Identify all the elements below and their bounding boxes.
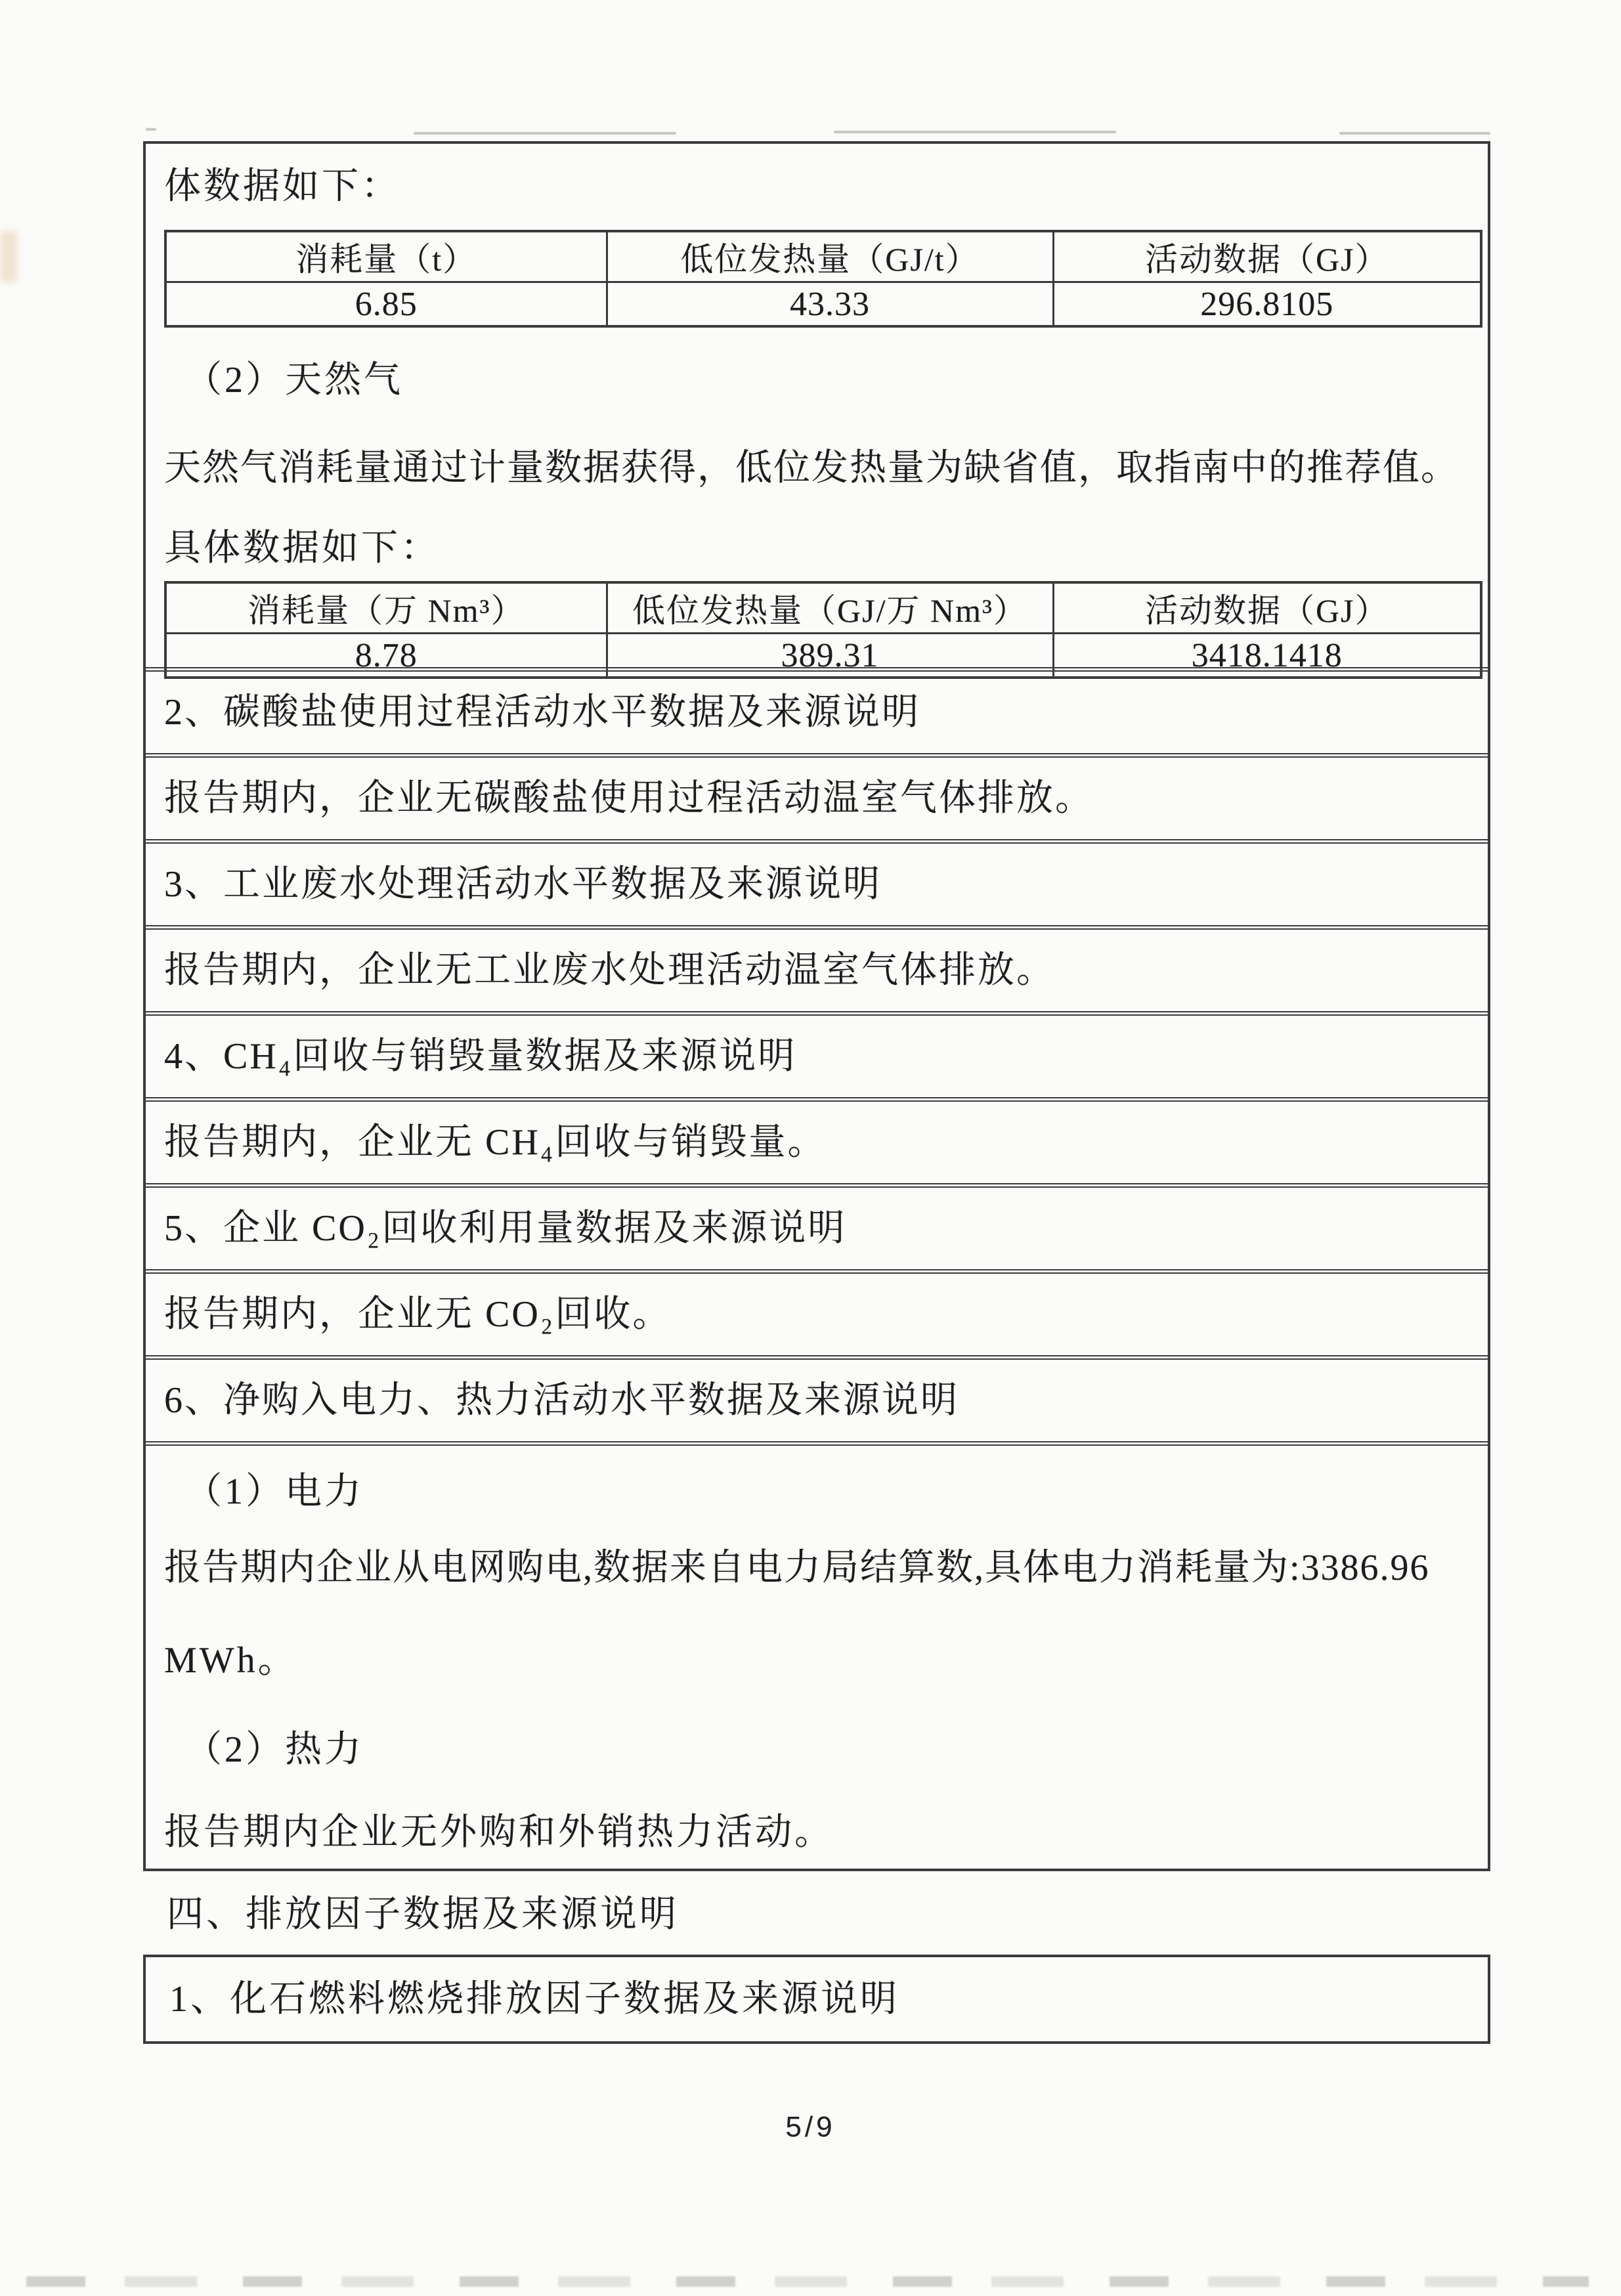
natural-gas-data-table: [164, 581, 1482, 679]
scan-streak: [414, 132, 676, 135]
section-body-co2-recovery: [146, 1269, 1488, 1355]
fuel-data-intro: 体数据如下：: [164, 166, 400, 207]
page-number: 5/9: [785, 2111, 836, 2143]
section-title-carbonate: [146, 667, 1488, 753]
fuel-oil-data-table: [164, 230, 1482, 328]
header-consumption: 消耗量（万 Nm³）: [165, 582, 607, 634]
section-title-text: 6、净购入电力、热力活动水平数据及来源说明: [164, 1380, 959, 1421]
section-body-text: 报告期内，企业无 CH₄回收与销毁量。: [164, 1122, 827, 1163]
header-activity-data: 活动数据（GJ）: [1053, 582, 1481, 634]
header-heating-value: 低位发热量（GJ/t）: [607, 231, 1053, 282]
scan-streak: [1339, 132, 1490, 135]
scan-smudge: [0, 231, 17, 282]
value-consumption: 6.85: [165, 282, 607, 327]
table-header-row: [165, 582, 1481, 634]
value-heating-value: 43.33: [607, 282, 1053, 327]
header-consumption: 消耗量（t）: [165, 231, 607, 282]
natural-gas-subtitle: （2）天然气: [185, 360, 403, 401]
value-consumption: 8.78: [165, 634, 607, 678]
section-body-text: 报告期内，企业无工业废水处理活动温室气体排放。: [164, 950, 1055, 991]
table-value-row: [165, 282, 1481, 327]
emission-factor-table: [143, 1955, 1490, 2044]
purchased-energy-cell: [146, 1441, 1488, 1869]
chapter-heading-emission-factors: 四、排放因子数据及来源说明: [167, 1894, 679, 1935]
header-activity-data: 活动数据（GJ）: [1053, 231, 1481, 282]
electricity-body-line1: 报告期内企业从电网购电,数据来自电力局结算数,具体电力消耗量为:3386.96: [164, 1548, 1430, 1588]
scan-streak: [146, 128, 156, 131]
electricity-body-line2: MWh。: [164, 1640, 297, 1681]
section-title-co2-recovery: [146, 1183, 1488, 1269]
heat-subtitle: （2）热力: [185, 1729, 364, 1770]
section-title-purchased-energy: [146, 1355, 1488, 1441]
section-body-wastewater: [146, 925, 1488, 1011]
scan-noise-band: [26, 2276, 1589, 2287]
section-body-carbonate: [146, 753, 1488, 839]
natural-gas-data-intro: 具体数据如下：: [164, 528, 440, 569]
electricity-subtitle: （1）电力: [185, 1471, 364, 1512]
header-heating-value: 低位发热量（GJ/万 Nm³）: [607, 582, 1053, 634]
section-title-fossil-fuel-factors: 1、化石燃料燃烧排放因子数据及来源说明: [169, 1979, 899, 2020]
table-header-row: [165, 231, 1481, 282]
scan-streak: [834, 131, 1116, 133]
section-title-text: 2、碳酸盐使用过程活动水平数据及来源说明: [164, 692, 920, 733]
section-title-text: 5、企业 CO₂回收利用量数据及来源说明: [164, 1208, 847, 1249]
heat-body: 报告期内企业无外购和外销热力活动。: [164, 1812, 834, 1853]
fuel-data-continuation-cell: [146, 144, 1488, 674]
section-body-ch4-recovery: [146, 1097, 1488, 1183]
section-body-text: 报告期内，企业无碳酸盐使用过程活动温室气体排放。: [164, 778, 1094, 819]
value-heating-value: 389.31: [607, 634, 1053, 678]
natural-gas-description: 天然气消耗量通过计量数据获得，低位发热量为缺省值，取指南中的推荐值。: [164, 448, 1459, 488]
section-body-text: 报告期内，企业无 CO₂回收。: [164, 1294, 672, 1335]
section-title-text: 4、CH₄回收与销毁量数据及来源说明: [164, 1036, 797, 1077]
value-activity-data: 3418.1418: [1053, 634, 1481, 678]
section-title-wastewater: [146, 839, 1488, 925]
section-title-text: 3、工业废水处理活动水平数据及来源说明: [164, 864, 882, 905]
value-activity-data: 296.8105: [1053, 282, 1481, 327]
activity-level-data-table: [143, 141, 1490, 1871]
section-title-ch4-recovery: [146, 1011, 1488, 1097]
